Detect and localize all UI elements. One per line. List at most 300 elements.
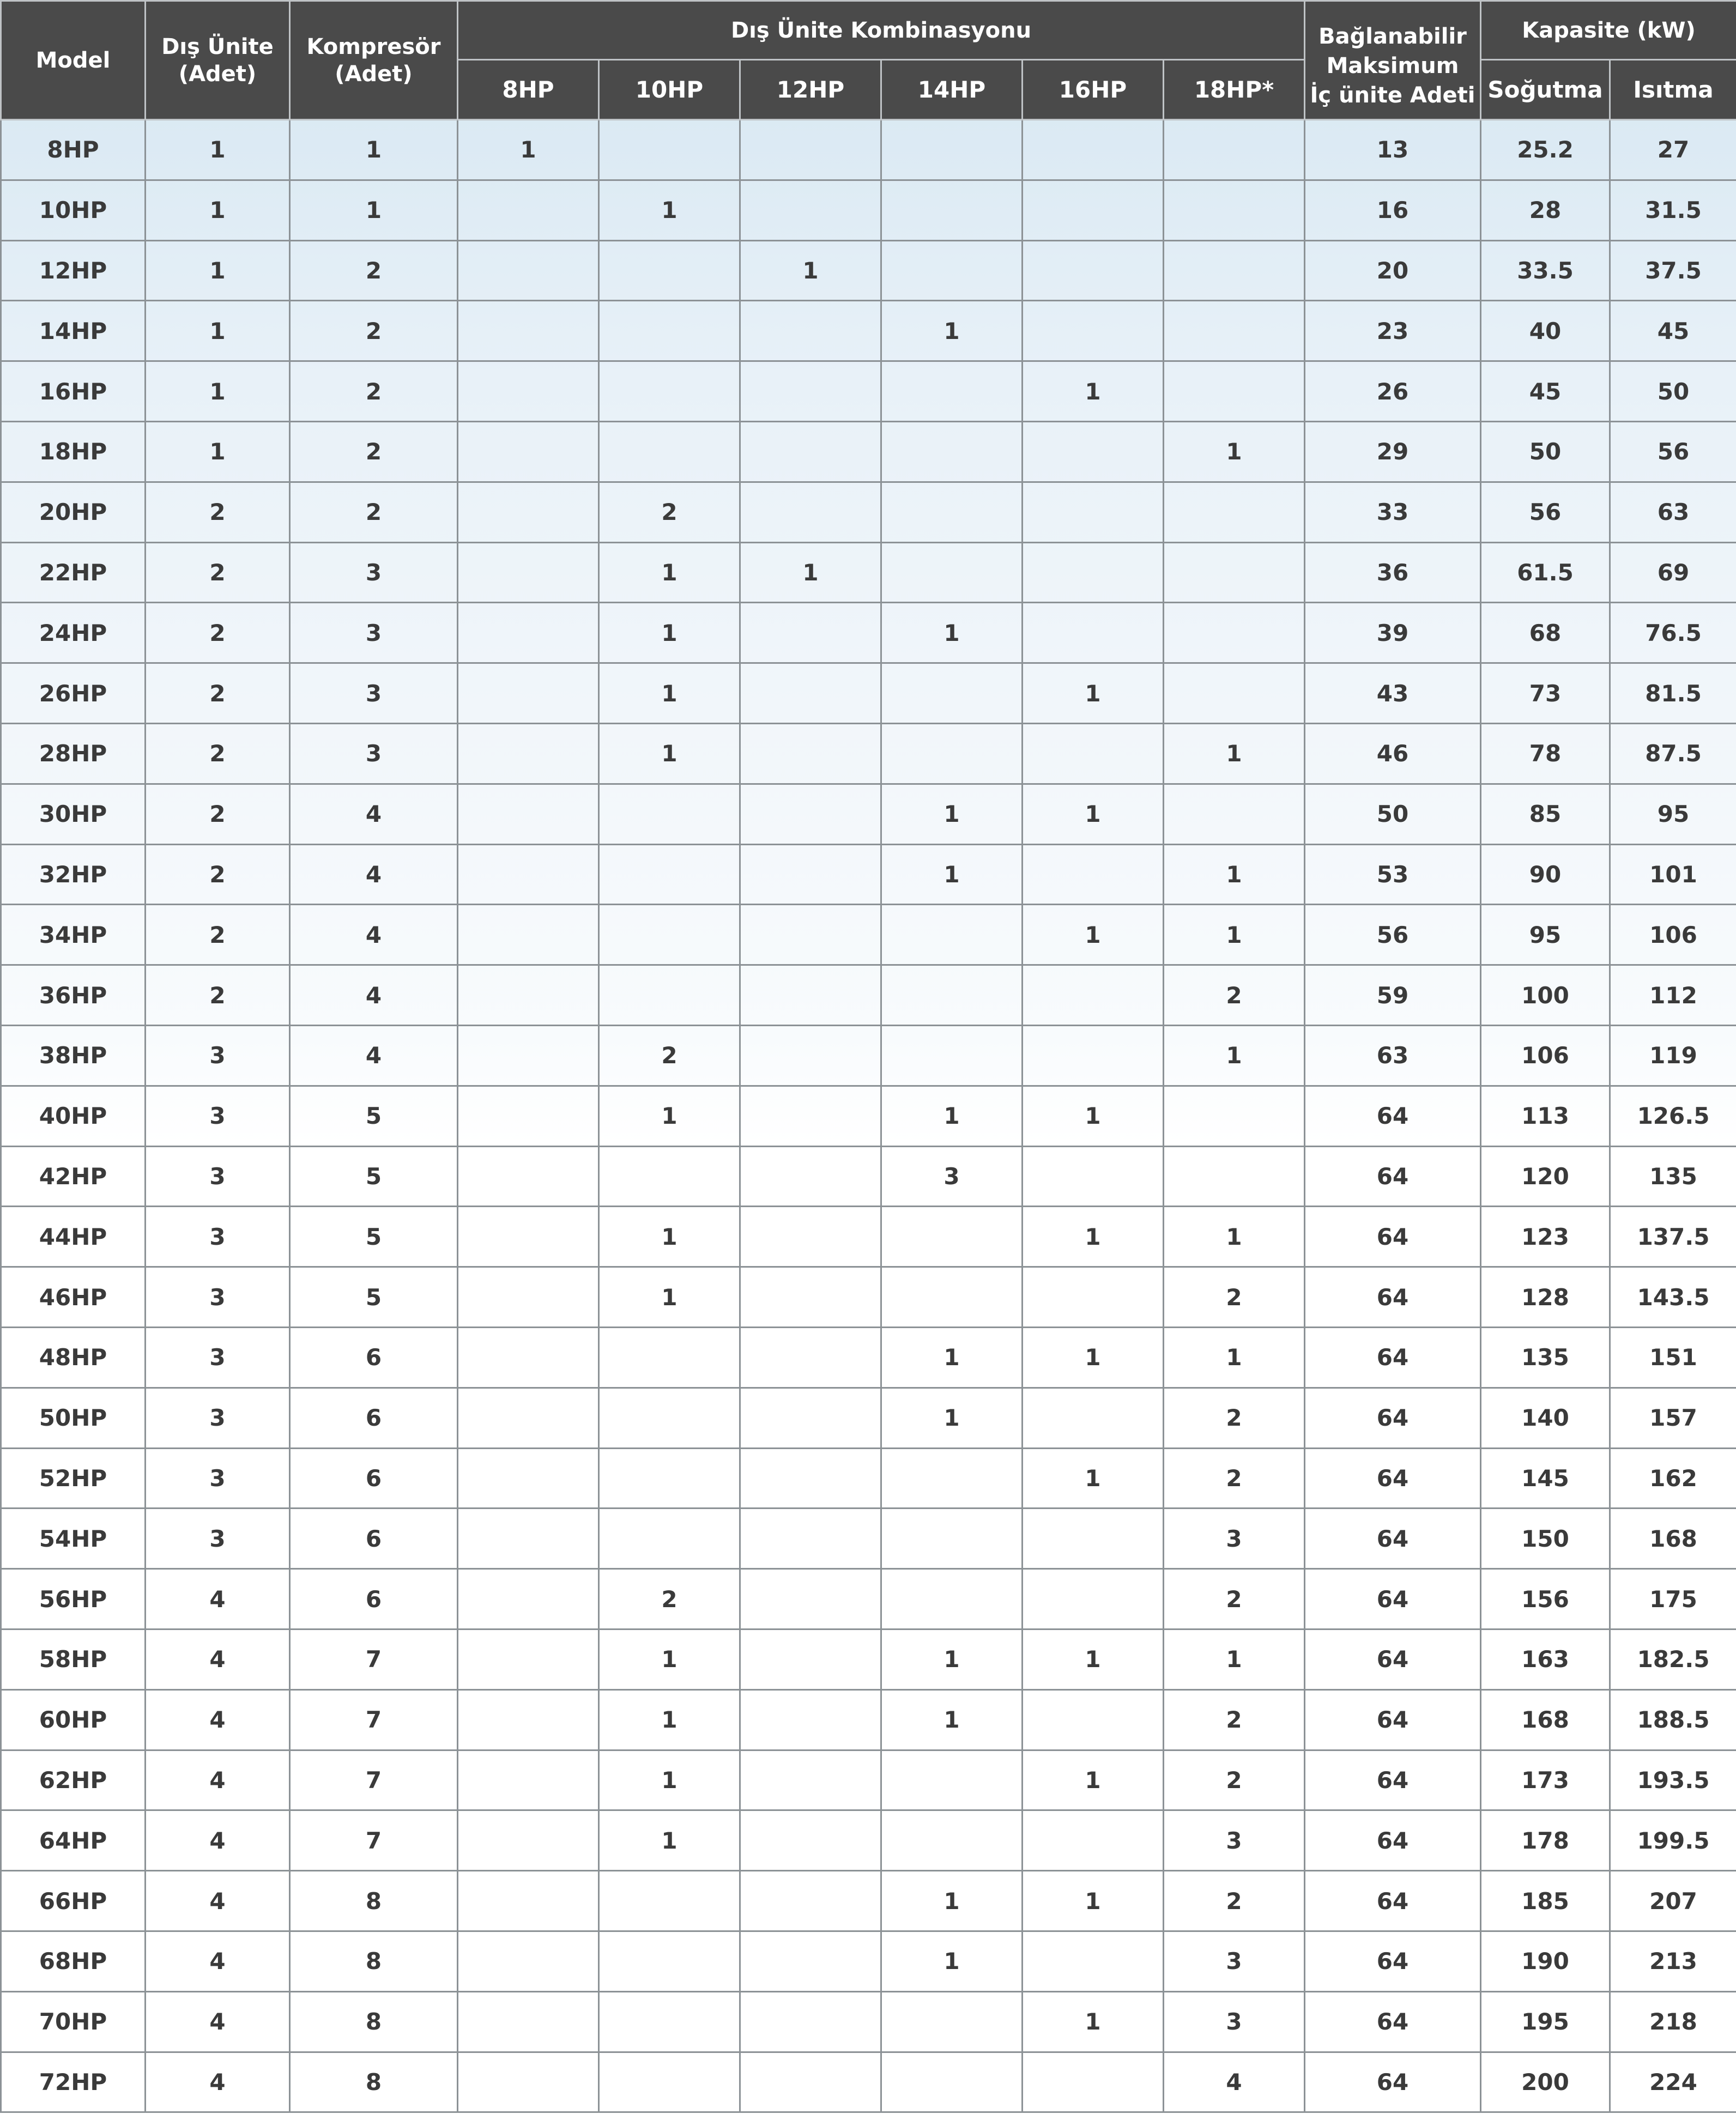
header-combo-8hp: 8HP <box>458 60 599 120</box>
cell-kompresor: 2 <box>290 301 458 361</box>
cell-8hp <box>458 482 599 542</box>
table-body <box>1 120 1736 2112</box>
cell-10hp <box>599 301 740 361</box>
cell-kompresor: 4 <box>290 844 458 905</box>
cell-12hp <box>740 301 881 361</box>
cell-max-ic-unite: 64 <box>1305 1327 1481 1388</box>
cell-max-ic-unite: 64 <box>1305 1689 1481 1750</box>
cell-kompresor: 5 <box>290 1146 458 1207</box>
cell-max-ic-unite: 63 <box>1305 1025 1481 1086</box>
cell-sogutma: 140 <box>1481 1388 1610 1448</box>
cell-model: 54HP <box>1 1509 146 1569</box>
cell-18hp: 3 <box>1164 1991 1305 2052</box>
cell-dis-unite: 3 <box>146 1086 290 1146</box>
table-row <box>1 421 1736 482</box>
cell-sogutma: 56 <box>1481 482 1610 542</box>
cell-isitma: 162 <box>1610 1448 1736 1509</box>
cell-isitma: 182.5 <box>1610 1629 1736 1689</box>
cell-8hp <box>458 421 599 482</box>
cell-8hp <box>458 1750 599 1810</box>
cell-model: 58HP <box>1 1629 146 1689</box>
table-row <box>1 1991 1736 2052</box>
cell-14hp <box>881 723 1023 784</box>
table-row <box>1 120 1736 180</box>
header-kompresor: Kompresör (Adet) <box>290 1 458 120</box>
cell-max-ic-unite: 64 <box>1305 1448 1481 1509</box>
cell-dis-unite: 4 <box>146 1991 290 2052</box>
cell-10hp <box>599 844 740 905</box>
cell-max-ic-unite: 53 <box>1305 844 1481 905</box>
cell-12hp <box>740 1207 881 1267</box>
cell-max-ic-unite: 64 <box>1305 1629 1481 1689</box>
cell-10hp: 1 <box>599 180 740 240</box>
cell-8hp <box>458 1146 599 1207</box>
cell-max-ic-unite: 29 <box>1305 421 1481 482</box>
cell-kompresor: 5 <box>290 1207 458 1267</box>
cell-12hp <box>740 905 881 965</box>
cell-16hp <box>1023 1931 1164 1991</box>
table-row <box>1 1810 1736 1871</box>
cell-16hp <box>1023 2052 1164 2112</box>
cell-sogutma: 185 <box>1481 1871 1610 1931</box>
cell-8hp <box>458 301 599 361</box>
cell-10hp: 1 <box>599 663 740 724</box>
cell-12hp <box>740 361 881 422</box>
cell-isitma: 87.5 <box>1610 723 1736 784</box>
cell-model: 18HP <box>1 421 146 482</box>
cell-8hp <box>458 663 599 724</box>
cell-dis-unite: 4 <box>146 1810 290 1871</box>
cell-sogutma: 25.2 <box>1481 120 1610 180</box>
cell-14hp <box>881 965 1023 1026</box>
cell-max-ic-unite: 26 <box>1305 361 1481 422</box>
cell-model: 22HP <box>1 542 146 603</box>
cell-isitma: 218 <box>1610 1991 1736 2052</box>
table-row <box>1 1689 1736 1750</box>
cell-model: 20HP <box>1 482 146 542</box>
cell-sogutma: 106 <box>1481 1025 1610 1086</box>
header-sogutma: Soğutma <box>1481 60 1610 120</box>
cell-kompresor: 3 <box>290 663 458 724</box>
header-kapasite: Kapasite (kW) <box>1481 1 1736 60</box>
cell-10hp: 1 <box>599 1086 740 1146</box>
cell-kompresor: 1 <box>290 180 458 240</box>
cell-18hp: 1 <box>1164 1327 1305 1388</box>
cell-10hp: 1 <box>599 542 740 603</box>
cell-14hp: 1 <box>881 603 1023 663</box>
cell-16hp: 1 <box>1023 1871 1164 1931</box>
cell-10hp <box>599 1991 740 2052</box>
cell-max-ic-unite: 64 <box>1305 1146 1481 1207</box>
cell-isitma: 207 <box>1610 1871 1736 1931</box>
table-row <box>1 1569 1736 1630</box>
cell-8hp <box>458 240 599 301</box>
header-combo-10hp: 10HP <box>599 60 740 120</box>
cell-12hp <box>740 482 881 542</box>
cell-kompresor: 2 <box>290 421 458 482</box>
cell-8hp <box>458 1689 599 1750</box>
cell-18hp <box>1164 603 1305 663</box>
cell-max-ic-unite: 64 <box>1305 1810 1481 1871</box>
header-isitma: Isıtma <box>1610 60 1736 120</box>
cell-14hp: 1 <box>881 1931 1023 1991</box>
cell-model: 64HP <box>1 1810 146 1871</box>
cell-14hp <box>881 1810 1023 1871</box>
cell-sogutma: 95 <box>1481 905 1610 965</box>
cell-10hp <box>599 240 740 301</box>
cell-sogutma: 73 <box>1481 663 1610 724</box>
cell-model: 62HP <box>1 1750 146 1810</box>
table-row <box>1 1750 1736 1810</box>
cell-max-ic-unite: 64 <box>1305 1931 1481 1991</box>
cell-max-ic-unite: 64 <box>1305 1509 1481 1569</box>
cell-16hp <box>1023 603 1164 663</box>
cell-isitma: 213 <box>1610 1931 1736 1991</box>
cell-12hp <box>740 1871 881 1931</box>
cell-dis-unite: 3 <box>146 1267 290 1328</box>
cell-10hp: 1 <box>599 723 740 784</box>
cell-14hp: 1 <box>881 1086 1023 1146</box>
cell-8hp <box>458 1327 599 1388</box>
cell-12hp <box>740 1267 881 1328</box>
cell-8hp <box>458 965 599 1026</box>
cell-16hp <box>1023 1388 1164 1448</box>
cell-dis-unite: 3 <box>146 1327 290 1388</box>
cell-18hp <box>1164 784 1305 844</box>
cell-8hp: 1 <box>458 120 599 180</box>
cell-dis-unite: 1 <box>146 301 290 361</box>
cell-sogutma: 173 <box>1481 1750 1610 1810</box>
cell-16hp: 1 <box>1023 1207 1164 1267</box>
cell-kompresor: 5 <box>290 1267 458 1328</box>
header-combo-16hp: 16HP <box>1023 60 1164 120</box>
cell-isitma: 69 <box>1610 542 1736 603</box>
cell-10hp <box>599 1146 740 1207</box>
cell-sogutma: 156 <box>1481 1569 1610 1630</box>
cell-dis-unite: 2 <box>146 542 290 603</box>
cell-12hp <box>740 1569 881 1630</box>
cell-sogutma: 28 <box>1481 180 1610 240</box>
cell-kompresor: 1 <box>290 120 458 180</box>
cell-max-ic-unite: 43 <box>1305 663 1481 724</box>
table-row <box>1 1267 1736 1328</box>
cell-10hp <box>599 965 740 1026</box>
cell-model: 70HP <box>1 1991 146 2052</box>
header-dis-unite: Dış Ünite (Adet) <box>146 1 290 120</box>
cell-10hp <box>599 1448 740 1509</box>
cell-8hp <box>458 784 599 844</box>
cell-max-ic-unite: 33 <box>1305 482 1481 542</box>
cell-12hp <box>740 784 881 844</box>
cell-18hp: 2 <box>1164 1750 1305 1810</box>
cell-8hp <box>458 2052 599 2112</box>
cell-18hp <box>1164 301 1305 361</box>
cell-12hp <box>740 1629 881 1689</box>
table-row <box>1 1025 1736 1086</box>
cell-kompresor: 8 <box>290 1931 458 1991</box>
cell-dis-unite: 2 <box>146 965 290 1026</box>
cell-14hp <box>881 905 1023 965</box>
header-baglanabilir: Bağlanabilir Maksimum İç ünite Adeti <box>1305 1 1481 120</box>
cell-model: 38HP <box>1 1025 146 1086</box>
table-row <box>1 482 1736 542</box>
cell-16hp <box>1023 120 1164 180</box>
table-row <box>1 1629 1736 1689</box>
cell-kompresor: 7 <box>290 1629 458 1689</box>
table-row <box>1 1086 1736 1146</box>
cell-16hp <box>1023 421 1164 482</box>
cell-kompresor: 8 <box>290 1991 458 2052</box>
cell-dis-unite: 3 <box>146 1388 290 1448</box>
cell-14hp <box>881 361 1023 422</box>
table-row <box>1 240 1736 301</box>
cell-16hp: 1 <box>1023 361 1164 422</box>
cell-14hp <box>881 1207 1023 1267</box>
cell-max-ic-unite: 64 <box>1305 1267 1481 1328</box>
cell-isitma: 151 <box>1610 1327 1736 1388</box>
cell-max-ic-unite: 16 <box>1305 180 1481 240</box>
cell-8hp <box>458 1388 599 1448</box>
cell-max-ic-unite: 39 <box>1305 603 1481 663</box>
cell-dis-unite: 3 <box>146 1509 290 1569</box>
header-combo-18hp: 18HP* <box>1164 60 1305 120</box>
table-row <box>1 663 1736 724</box>
cell-isitma: 119 <box>1610 1025 1736 1086</box>
cell-isitma: 81.5 <box>1610 663 1736 724</box>
table-row <box>1 603 1736 663</box>
cell-18hp <box>1164 663 1305 724</box>
table-row <box>1 1871 1736 1931</box>
cell-14hp <box>881 1448 1023 1509</box>
cell-kompresor: 7 <box>290 1810 458 1871</box>
table-row <box>1 1448 1736 1509</box>
cell-12hp: 1 <box>740 542 881 603</box>
cell-12hp <box>740 723 881 784</box>
cell-max-ic-unite: 59 <box>1305 965 1481 1026</box>
cell-10hp: 2 <box>599 1569 740 1630</box>
cell-18hp <box>1164 361 1305 422</box>
table-row <box>1 1207 1736 1267</box>
cell-14hp <box>881 482 1023 542</box>
cell-dis-unite: 3 <box>146 1448 290 1509</box>
cell-model: 34HP <box>1 905 146 965</box>
cell-14hp: 1 <box>881 1327 1023 1388</box>
cell-max-ic-unite: 46 <box>1305 723 1481 784</box>
cell-dis-unite: 4 <box>146 1931 290 1991</box>
cell-8hp <box>458 361 599 422</box>
cell-model: 40HP <box>1 1086 146 1146</box>
cell-model: 12HP <box>1 240 146 301</box>
cell-8hp <box>458 1267 599 1328</box>
cell-18hp: 1 <box>1164 1207 1305 1267</box>
cell-18hp <box>1164 180 1305 240</box>
cell-dis-unite: 4 <box>146 2052 290 2112</box>
cell-sogutma: 135 <box>1481 1327 1610 1388</box>
cell-10hp: 1 <box>599 1810 740 1871</box>
cell-model: 36HP <box>1 965 146 1026</box>
cell-model: 72HP <box>1 2052 146 2112</box>
cell-max-ic-unite: 20 <box>1305 240 1481 301</box>
cell-18hp: 2 <box>1164 1448 1305 1509</box>
cell-10hp: 1 <box>599 1750 740 1810</box>
cell-10hp <box>599 1388 740 1448</box>
cell-14hp: 1 <box>881 844 1023 905</box>
cell-sogutma: 90 <box>1481 844 1610 905</box>
cell-10hp: 1 <box>599 1629 740 1689</box>
cell-kompresor: 6 <box>290 1569 458 1630</box>
cell-model: 30HP <box>1 784 146 844</box>
table-row <box>1 1327 1736 1388</box>
cell-8hp <box>458 1871 599 1931</box>
cell-12hp <box>740 120 881 180</box>
cell-18hp: 2 <box>1164 1871 1305 1931</box>
cell-12hp <box>740 1750 881 1810</box>
cell-14hp: 1 <box>881 1689 1023 1750</box>
cell-sogutma: 61.5 <box>1481 542 1610 603</box>
cell-16hp: 1 <box>1023 1327 1164 1388</box>
cell-max-ic-unite: 56 <box>1305 905 1481 965</box>
cell-dis-unite: 3 <box>146 1207 290 1267</box>
cell-sogutma: 120 <box>1481 1146 1610 1207</box>
cell-10hp <box>599 1509 740 1569</box>
cell-10hp: 2 <box>599 482 740 542</box>
cell-model: 10HP <box>1 180 146 240</box>
cell-kompresor: 8 <box>290 2052 458 2112</box>
cell-8hp <box>458 1810 599 1871</box>
cell-dis-unite: 1 <box>146 421 290 482</box>
cell-14hp: 1 <box>881 784 1023 844</box>
cell-14hp <box>881 1025 1023 1086</box>
cell-16hp <box>1023 844 1164 905</box>
cell-12hp <box>740 1810 881 1871</box>
header-model: Model <box>1 1 146 120</box>
cell-18hp: 4 <box>1164 2052 1305 2112</box>
cell-isitma: 126.5 <box>1610 1086 1736 1146</box>
cell-14hp <box>881 240 1023 301</box>
cell-16hp <box>1023 723 1164 784</box>
cell-isitma: 37.5 <box>1610 240 1736 301</box>
cell-model: 14HP <box>1 301 146 361</box>
cell-sogutma: 200 <box>1481 2052 1610 2112</box>
cell-10hp <box>599 361 740 422</box>
table-row <box>1 542 1736 603</box>
cell-10hp: 1 <box>599 1267 740 1328</box>
cell-max-ic-unite: 64 <box>1305 1750 1481 1810</box>
cell-model: 68HP <box>1 1931 146 1991</box>
cell-isitma: 95 <box>1610 784 1736 844</box>
cell-12hp <box>740 663 881 724</box>
cell-16hp: 1 <box>1023 1086 1164 1146</box>
cell-8hp <box>458 1086 599 1146</box>
cell-14hp: 3 <box>881 1146 1023 1207</box>
cell-dis-unite: 3 <box>146 1025 290 1086</box>
cell-10hp <box>599 784 740 844</box>
cell-14hp <box>881 1991 1023 2052</box>
cell-kompresor: 6 <box>290 1509 458 1569</box>
cell-12hp <box>740 1327 881 1388</box>
cell-kompresor: 6 <box>290 1327 458 1388</box>
cell-sogutma: 33.5 <box>1481 240 1610 301</box>
cell-18hp: 1 <box>1164 905 1305 965</box>
cell-10hp: 1 <box>599 1207 740 1267</box>
cell-16hp: 1 <box>1023 784 1164 844</box>
cell-18hp <box>1164 1086 1305 1146</box>
cell-isitma: 224 <box>1610 2052 1736 2112</box>
cell-kompresor: 6 <box>290 1388 458 1448</box>
cell-16hp <box>1023 1025 1164 1086</box>
cell-model: 46HP <box>1 1267 146 1328</box>
cell-14hp <box>881 421 1023 482</box>
cell-16hp <box>1023 1509 1164 1569</box>
cell-model: 32HP <box>1 844 146 905</box>
cell-max-ic-unite: 23 <box>1305 301 1481 361</box>
table-header <box>1 1 1736 120</box>
table-row <box>1 1509 1736 1569</box>
cell-kompresor: 2 <box>290 482 458 542</box>
cell-max-ic-unite: 64 <box>1305 2052 1481 2112</box>
cell-16hp <box>1023 240 1164 301</box>
cell-max-ic-unite: 50 <box>1305 784 1481 844</box>
cell-12hp <box>740 421 881 482</box>
cell-isitma: 135 <box>1610 1146 1736 1207</box>
cell-sogutma: 178 <box>1481 1810 1610 1871</box>
cell-10hp <box>599 1871 740 1931</box>
cell-16hp: 1 <box>1023 1991 1164 2052</box>
cell-18hp: 2 <box>1164 1569 1305 1630</box>
cell-isitma: 175 <box>1610 1569 1736 1630</box>
cell-model: 42HP <box>1 1146 146 1207</box>
cell-16hp <box>1023 1689 1164 1750</box>
cell-8hp <box>458 1025 599 1086</box>
cell-max-ic-unite: 64 <box>1305 1388 1481 1448</box>
cell-isitma: 168 <box>1610 1509 1736 1569</box>
cell-16hp: 1 <box>1023 1448 1164 1509</box>
cell-16hp <box>1023 301 1164 361</box>
cell-18hp <box>1164 1146 1305 1207</box>
cell-18hp: 2 <box>1164 1267 1305 1328</box>
table-row <box>1 905 1736 965</box>
cell-isitma: 101 <box>1610 844 1736 905</box>
cell-12hp: 1 <box>740 240 881 301</box>
cell-kompresor: 3 <box>290 603 458 663</box>
cell-dis-unite: 4 <box>146 1689 290 1750</box>
cell-kompresor: 2 <box>290 240 458 301</box>
cell-max-ic-unite: 64 <box>1305 1871 1481 1931</box>
table-row <box>1 844 1736 905</box>
table-row <box>1 965 1736 1026</box>
cell-dis-unite: 1 <box>146 361 290 422</box>
header-combo-14hp: 14HP <box>881 60 1023 120</box>
cell-dis-unite: 4 <box>146 1750 290 1810</box>
cell-dis-unite: 2 <box>146 905 290 965</box>
cell-model: 66HP <box>1 1871 146 1931</box>
cell-16hp <box>1023 482 1164 542</box>
cell-dis-unite: 1 <box>146 120 290 180</box>
cell-8hp <box>458 844 599 905</box>
cell-10hp <box>599 2052 740 2112</box>
cell-model: 24HP <box>1 603 146 663</box>
cell-14hp: 1 <box>881 1871 1023 1931</box>
cell-18hp: 1 <box>1164 844 1305 905</box>
table-row <box>1 301 1736 361</box>
cell-16hp: 1 <box>1023 905 1164 965</box>
table-row <box>1 2052 1736 2112</box>
cell-12hp <box>740 1448 881 1509</box>
cell-10hp: 1 <box>599 603 740 663</box>
cell-sogutma: 113 <box>1481 1086 1610 1146</box>
cell-16hp <box>1023 1569 1164 1630</box>
cell-model: 28HP <box>1 723 146 784</box>
